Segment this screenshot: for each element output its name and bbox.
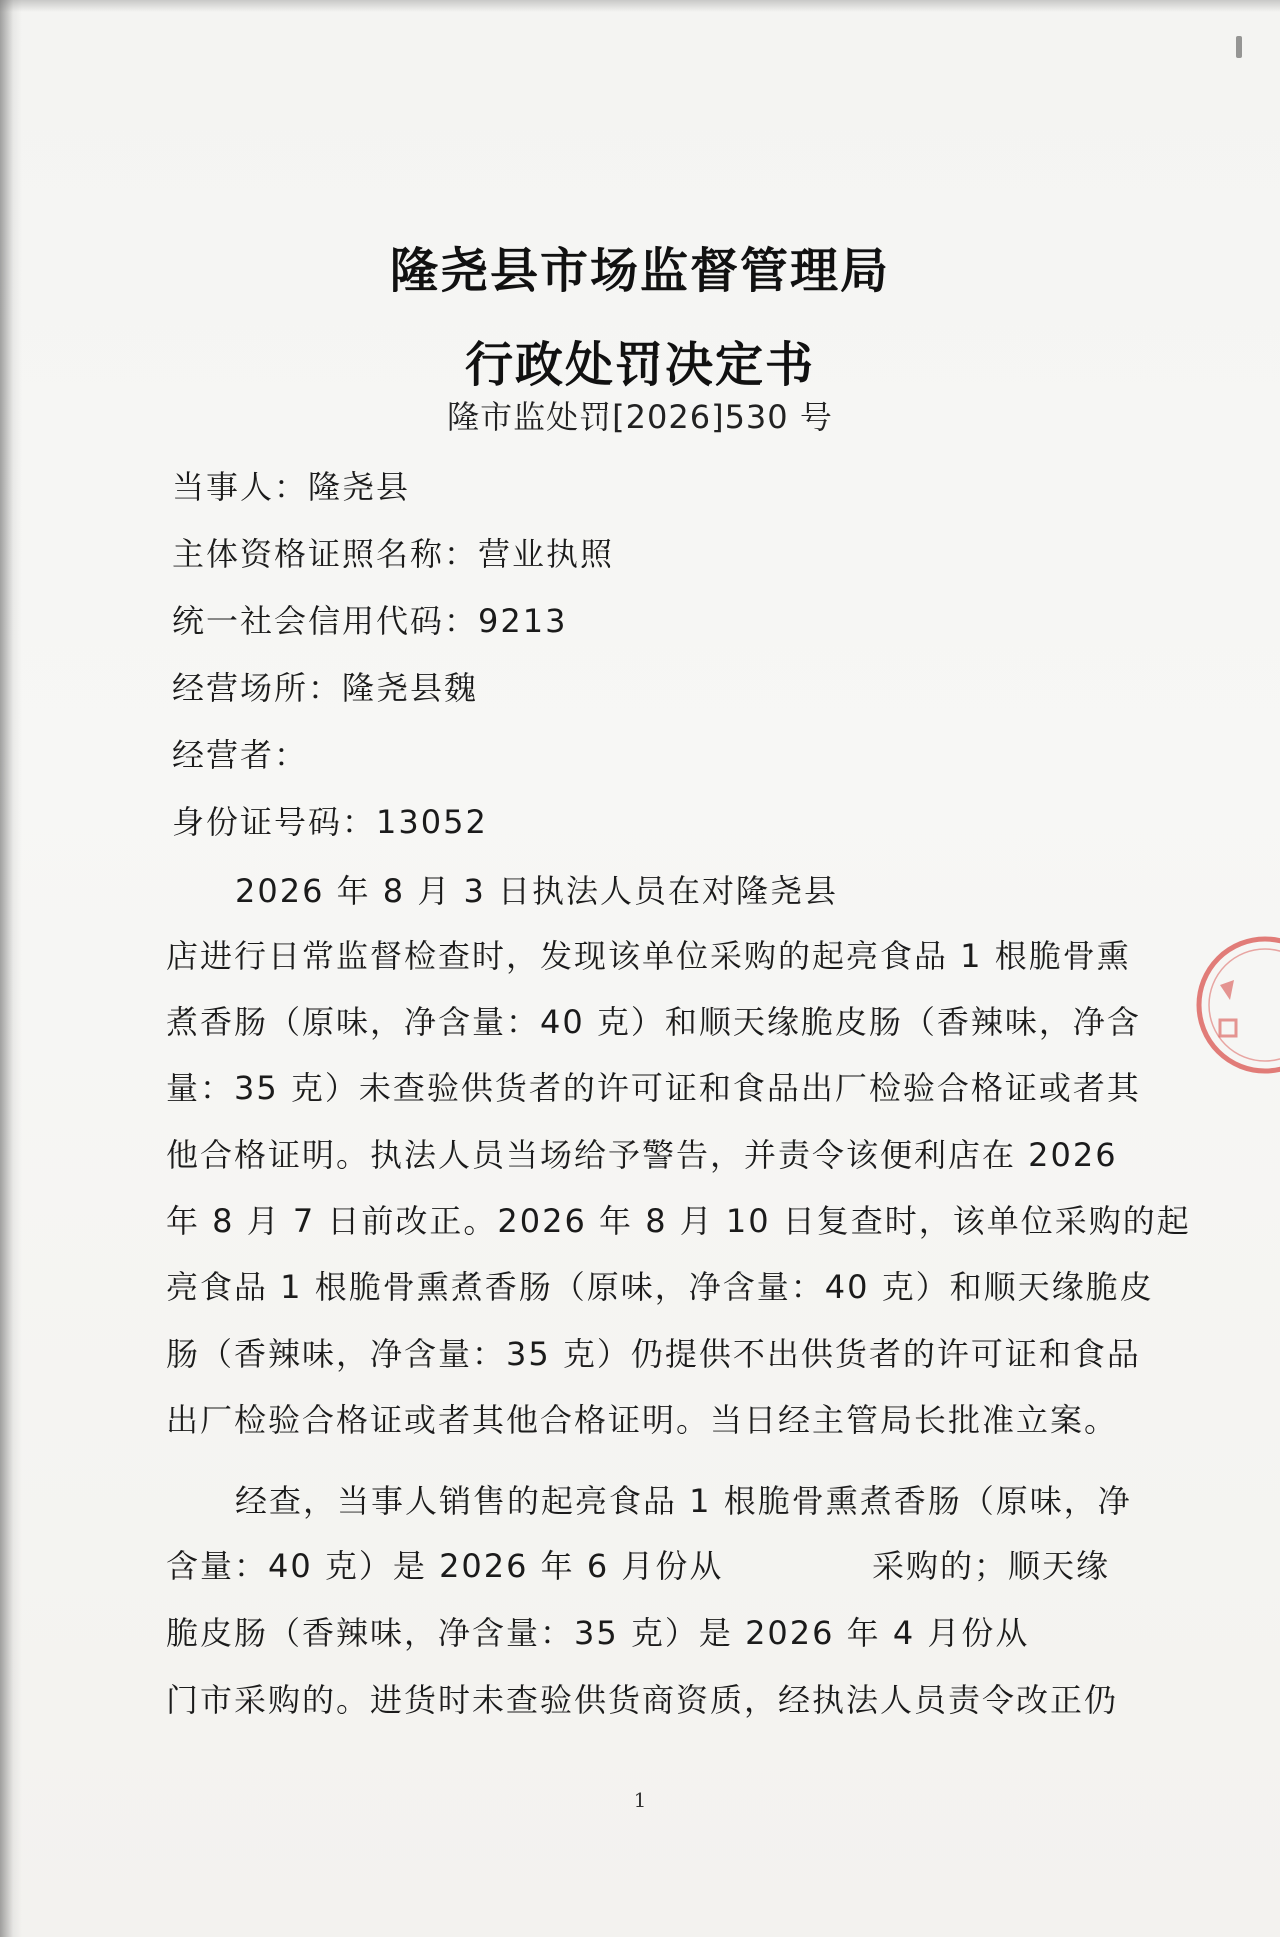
agency-title: 隆尧县市场监督管理局 xyxy=(389,243,890,299)
document-title: 行政处罚决定书 xyxy=(464,337,815,393)
scan-top-shadow xyxy=(0,0,1280,12)
paragraph-line: 经查，当事人销售的起亮食品 1 根脆骨熏煮香肠（原味，净 xyxy=(235,1482,1132,1520)
scan-mark xyxy=(1236,36,1242,58)
field-label: 统一社会信用代码： xyxy=(172,602,479,640)
paragraph-line: 采购的；顺天缘 xyxy=(872,1547,1111,1585)
paragraph-line: 煮香肠（原味，净含量：40 克）和顺天缘脆皮肠（香辣味，净含 xyxy=(166,1003,1141,1041)
paragraph-line: 脆皮肠（香辣味，净含量：35 克）是 2026 年 4 月份从 xyxy=(166,1614,1030,1652)
field-value: 营业执照 xyxy=(478,535,615,573)
paragraph-line: 出厂检验合格证或者其他合格证明。当日经主管局长批准立案。 xyxy=(166,1401,1119,1439)
paragraph-line: 他合格证明。执法人员当场给予警告，并责令该便利店在 2026 xyxy=(166,1136,1118,1174)
field-value: 9213 xyxy=(478,602,568,640)
credit-code-field xyxy=(172,596,567,642)
official-seal-fragment xyxy=(1190,930,1280,1080)
field-label: 当事人： xyxy=(172,468,309,506)
paragraph-line: 年 8 月 7 日前改正。2026 年 8 月 10 日复查时，该单位采购的起 xyxy=(166,1202,1191,1240)
business-address-field xyxy=(172,663,478,709)
field-value: 隆尧县 xyxy=(308,468,411,506)
paragraph-line: 量：35 克）未查验供货者的许可证和食品出厂检验合格证或者其 xyxy=(166,1069,1141,1107)
paragraph-line: 店进行日常监督检查时，发现该单位采购的起亮食品 1 根脆骨熏 xyxy=(166,937,1131,975)
paragraph-line: 亮食品 1 根脆骨熏煮香肠（原味，净含量：40 克）和顺天缘脆皮 xyxy=(166,1268,1154,1306)
field-label: 身份证号码： xyxy=(172,803,377,841)
paragraph-line: 2026 年 8 月 3 日执法人员在对隆尧县 xyxy=(235,872,839,910)
field-value: 隆尧县魏 xyxy=(342,669,479,707)
operator-field xyxy=(172,730,308,776)
field-label: 经营场所： xyxy=(172,669,343,707)
id-number-field xyxy=(172,797,488,843)
license-name-field xyxy=(172,529,614,575)
document-number: 隆市监处罚[2026]530 号 xyxy=(447,398,833,436)
field-label: 主体资格证照名称： xyxy=(172,535,479,573)
party-field xyxy=(172,462,410,508)
field-value: 13052 xyxy=(376,803,488,841)
paragraph-line: 肠（香辣味，净含量：35 克）仍提供不出供货者的许可证和食品 xyxy=(166,1335,1141,1373)
paragraph-line: 门市采购的。进货时未查验供货商资质，经执法人员责令改正仍 xyxy=(166,1681,1119,1719)
field-label: 经营者： xyxy=(172,736,309,774)
paragraph-line: 含量：40 克）是 2026 年 6 月份从 xyxy=(166,1547,724,1585)
page-number: 1 xyxy=(633,1788,647,1812)
